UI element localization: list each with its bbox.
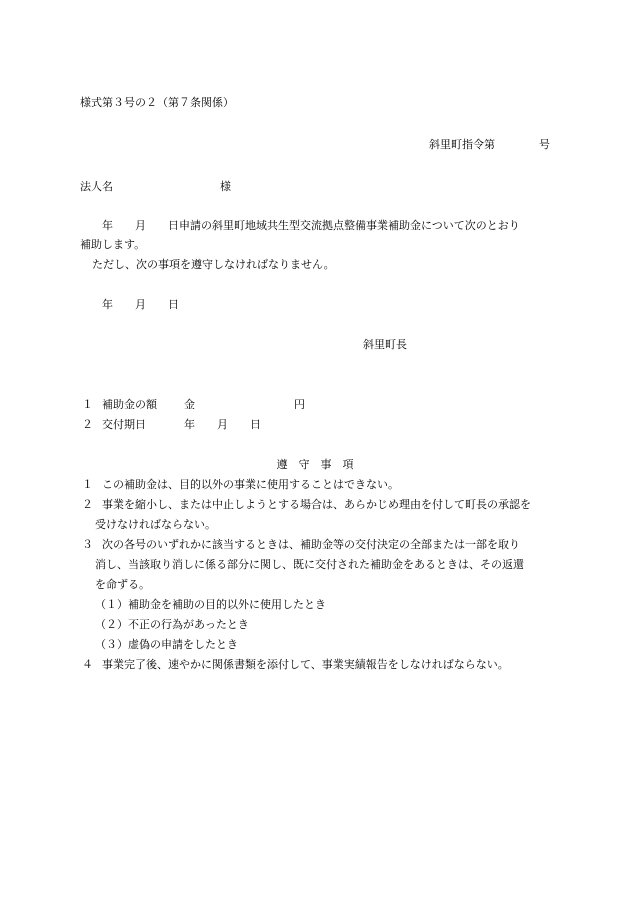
detail-value-1: 金 円 — [184, 398, 305, 411]
detail-label-1: 補助金の額 — [102, 398, 157, 411]
form-number: 様式第３号の２（第７条関係） — [80, 96, 234, 109]
recipient-honorific: 様 — [220, 180, 231, 193]
intro-line-1: 年 月 日申請の斜里町地域共生型交流拠点整備事業補助金について次のとおり — [102, 219, 520, 232]
intro-note: ただし、次の事項を遵守しなければなりません。 — [92, 258, 335, 271]
recipient-label: 法人名 — [80, 180, 113, 193]
detail-num-1: １ — [82, 398, 93, 411]
rule-text-2-cont: 受けなければならない。 — [95, 518, 216, 531]
subitem-2: （２）不正の行為があったとき — [95, 618, 249, 631]
notice-number: 斜里町指令第 号 — [429, 138, 550, 151]
rule-text-3-cont: 消し、当該取り消しに係る部分に関し、既に交付された補助金をあるときは、その返還 — [95, 558, 524, 571]
detail-label-2: 交付期日 — [102, 418, 146, 431]
rule-text-1: この補助金は、目的以外の事業に使用することはできない。 — [102, 478, 399, 491]
rule-num-2: ２ — [82, 498, 93, 511]
rule-text-3: 次の各号のいずれかに該当するときは、補助金等の交付決定の全部または一部を取り — [102, 538, 520, 551]
issuer: 斜里町長 — [363, 338, 407, 351]
rule-num-1: １ — [82, 478, 93, 491]
rules-heading: 遵 守 事 項 — [276, 458, 354, 471]
rule-text-4: 事業完了後、速やかに関係書類を添付して、事業実績報告をしなければならない。 — [102, 658, 509, 671]
subitem-1: （１）補助金を補助の目的以外に使用したとき — [95, 598, 326, 611]
subitem-3: （３）虚偽の申請をしたとき — [95, 638, 238, 651]
date-line: 年 月 日 — [102, 298, 179, 311]
intro-line-2: 補助します。 — [80, 238, 146, 251]
rule-num-3: ３ — [82, 538, 93, 551]
detail-value-2: 年 月 日 — [184, 418, 261, 431]
rule-num-4: ４ — [82, 658, 93, 671]
rule-text-2: 事業を縮小し、または中止しようとする場合は、あらかじめ理由を付して町長の承認を — [102, 498, 531, 511]
rule-text-3-cont2: を命ずる。 — [95, 578, 150, 591]
detail-num-2: ２ — [82, 418, 93, 431]
